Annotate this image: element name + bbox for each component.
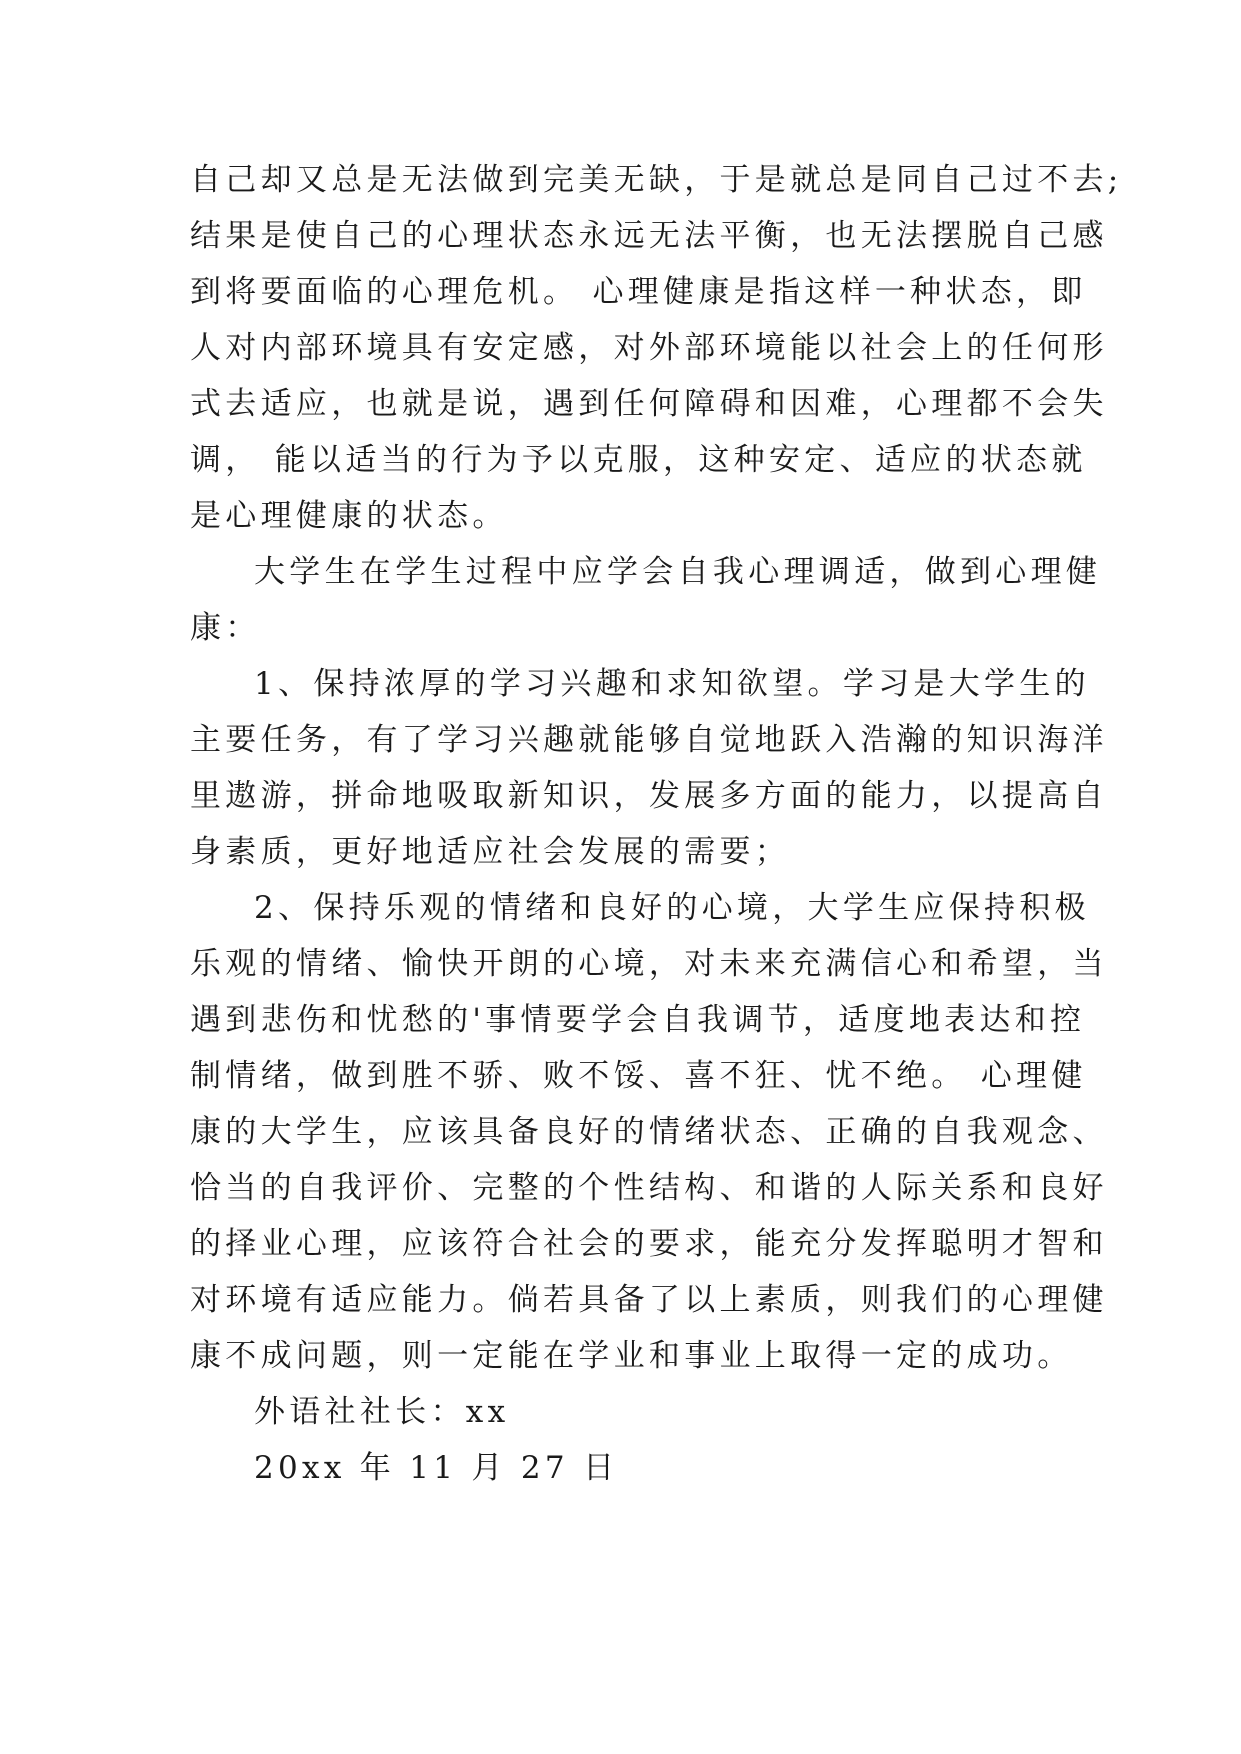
paragraph-line-14: 2、保持乐观的情绪和良好的心境，大学生应保持积极 (254, 890, 1090, 926)
text-line-21: 对环境有适应能力。倘若具备了以上素质，则我们的心理健 (190, 1282, 1108, 1318)
text-line-20: 的择业心理，应该符合社会的要求，能充分发挥聪明才智和 (190, 1226, 1108, 1262)
paragraph-line-10: 1、保持浓厚的学习兴趣和求知欲望。学习是大学生的 (254, 666, 1090, 702)
text-line-1: 自己却又总是无法做到完美无缺，于是就总是同自己过不去; (190, 162, 1123, 198)
text-line-22: 康不成问题，则一定能在学业和事业上取得一定的成功。 (190, 1338, 1073, 1374)
text-line-18: 康的大学生，应该具备良好的情绪状态、正确的自我观念、 (190, 1114, 1108, 1150)
text-line-6: 调， 能以适当的行为予以克服，这种安定、适应的状态就 (190, 442, 1087, 478)
text-line-11: 主要任务，有了学习兴趣就能够自觉地跃入浩瀚的知识海洋 (190, 722, 1108, 758)
text-line-7: 是心理健康的状态。 (190, 498, 508, 534)
text-line-3: 到将要面临的心理危机。 心理健康是指这样一种状态，即 (190, 274, 1087, 310)
text-line-9: 康： (190, 610, 261, 646)
signature-line: 外语社社长：xx (254, 1394, 510, 1430)
date-line: 20xx 年 11 月 27 日 (254, 1450, 619, 1486)
text-line-16: 遇到悲伤和忧愁的'事情要学会自我调节，适度地表达和控 (190, 1002, 1086, 1038)
text-line-4: 人对内部环境具有安定感，对外部环境能以社会上的任何形 (190, 330, 1108, 366)
text-line-15: 乐观的情绪、愉快开朗的心境，对未来充满信心和希望，当 (190, 946, 1108, 982)
paragraph-line-8: 大学生在学生过程中应学会自我心理调适，做到心理健 (254, 554, 1102, 590)
text-line-13: 身素质，更好地适应社会发展的需要； (190, 834, 791, 870)
text-line-19: 恰当的自我评价、完整的个性结构、和谐的人际关系和良好 (190, 1170, 1108, 1206)
text-line-5: 式去适应，也就是说，遇到任何障碍和因难，心理都不会失 (190, 386, 1108, 422)
text-line-2: 结果是使自己的心理状态永远无法平衡，也无法摆脱自己感 (190, 218, 1108, 254)
text-line-12: 里遨游，拼命地吸取新知识，发展多方面的能力，以提高自 (190, 778, 1108, 814)
text-line-17: 制情绪，做到胜不骄、败不馁、喜不狂、忧不绝。 心理健 (190, 1058, 1087, 1094)
